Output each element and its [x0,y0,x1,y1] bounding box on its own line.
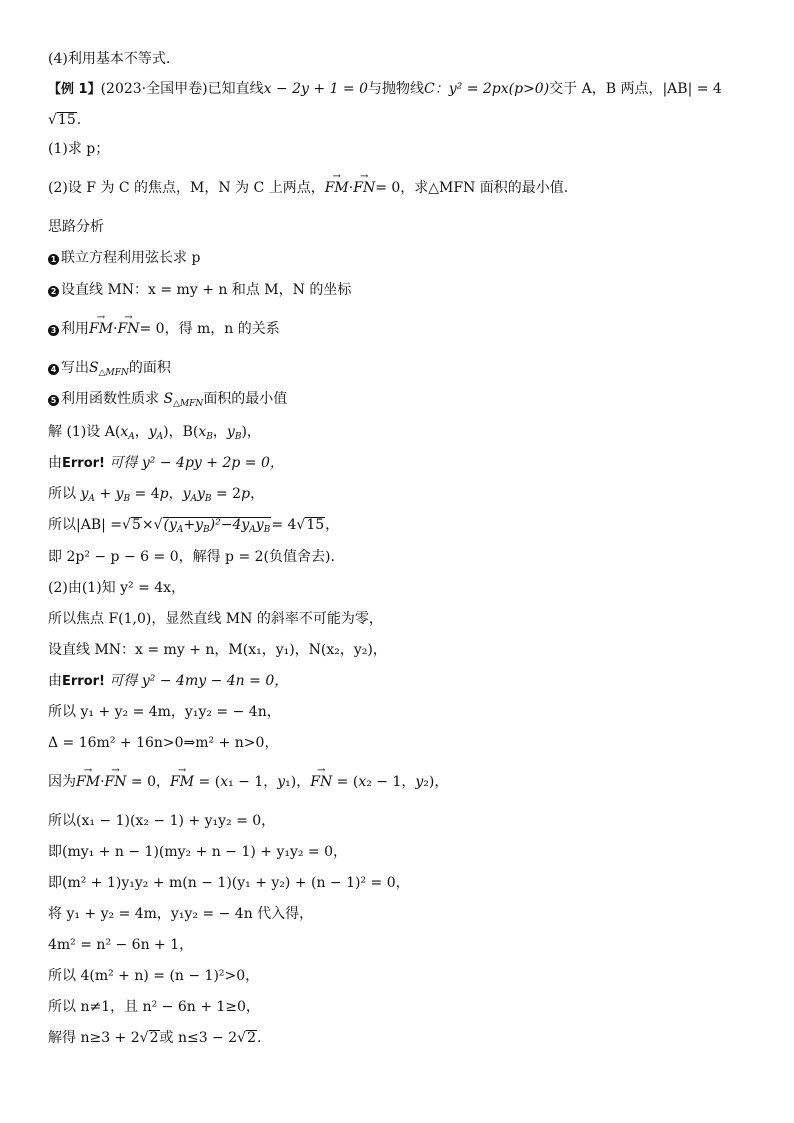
solution-line-1: 解 (1)设 $A(x_A$，$y_A$)，$B(x_B$，$y_B$)， [48,424,261,442]
solution-line-19: 所以 n≠1，且 n² − 6n + 1≥0， [48,999,260,1015]
analysis-step-1: 1 联立方程利用弦长求 p [48,249,200,267]
error-marker-2: Error! [62,674,105,689]
question-2-pre: (2)设 F 为 C 的焦点，M，N 为 C 上两点， [48,180,325,196]
solution-line-16: 将 y₁ + y₂ = 4m，y₁y₂ = − 4n 代入得， [48,906,314,922]
step-4-number-icon: 4 [48,364,59,375]
solution-line-6: (2)由(1)知 y² = 4x， [48,580,186,596]
example-mid: 与抛物线 [368,81,425,97]
example-tail: 交于 A，B 两点，|AB| = 4 [549,81,722,97]
line-equation: x − 2y + 1 = 0 [263,81,369,97]
error-marker: Error! [62,456,105,471]
solution-line-3: 所以 $y_A + y_B = 4p$，$y_Ay_B = 2p$， [48,486,265,504]
solution-line-9: 由Error! 可得 y² − 4my − 4n = 0， [48,673,289,689]
parabola-equation: C：y² = 2px(p>0) [424,81,550,97]
question-1: (1)求 p； [48,141,110,157]
solution-line-2: 由Error! 可得 y² − 4py + 2p = 0， [48,455,284,471]
solution-line-11: Δ = 16m² + 16n>0⇒m² + n>0， [48,735,279,751]
step-5-number-icon: 5 [48,395,59,406]
example-statement [48,80,722,99]
solution-line-5: 即 2p² − p − 6 = 0，解得 p = 2(负值舍去). [48,549,335,565]
example-source: (2023·全国甲卷)已知直线 [100,81,264,97]
ab-length-root: √15. [48,112,82,128]
analysis-step-4: 4 写出$S_{\triangle MFN}$的面积 [48,359,171,382]
step-3-number-icon: 3 [48,325,59,336]
step-2-number-icon: 2 [48,286,59,297]
analysis-heading: 思路分析 [48,219,104,235]
step-1-number-icon: 1 [48,254,59,265]
analysis-step-2: 2 设直线 MN：x = my + n 和点 M，N 的坐标 [48,281,351,299]
solution-line-10: 所以 y₁ + y₂ = 4m，y₁y₂ = − 4n， [48,704,281,720]
item-4: (4)利用基本不等式. [48,51,171,67]
solution-line-15: 即(m² + 1)y₁y₂ + m(n − 1)(y₁ + y₂) + (n − 1)² = 0， [48,875,410,891]
question-2: (2)设 F 为 C 的焦点，M，N 为 C 上两点，→ FM·→ FN= 0，求△MFN 面积的最小值. [48,179,568,197]
solution-line-12: 因为→ FM·→ FN = 0，→ FM = (x₁ − 1，y₁)，→ FN = (x₂ − 1，y₂)， [48,773,448,791]
solution-line-17: 4m² = n² − 6n + 1， [48,937,194,953]
solution-line-7: 所以焦点 F(1,0)，显然直线 MN 的斜率不可能为零， [48,611,383,627]
solution-line-20: 解得 n≥3 + 2√2或 n≤3 − 2√2. [48,1030,262,1046]
analysis-step-5: 5 利用函数性质求 $S_{\triangle MFN}$面积的最小值 [48,390,287,413]
solution-line-4: 所以$|AB| =√5\times√(y_A+y_B)^2-4y_Ay_B= 4√15$， [48,517,340,535]
example-tag: 【例 1】 [48,82,101,97]
solution-line-18: 所以 4(m² + n) = (n − 1)²>0， [48,968,260,984]
question-2-post: = 0，求△MFN 面积的最小值. [375,180,569,196]
solution-line-14: 即(my₁ + n − 1)(my₂ + n − 1) + y₁y₂ = 0， [48,844,348,860]
analysis-step-3: 3 利用→ FM·→ FN= 0，得 m，n 的关系 [48,320,280,338]
solution-line-13: 所以(x₁ − 1)(x₂ − 1) + y₁y₂ = 0， [48,813,276,829]
sqrt-15: 15 [57,112,76,128]
solution-line-8: 设直线 MN：x = my + n，M(x₁，y₁)，N(x₂，y₂)， [48,642,387,658]
